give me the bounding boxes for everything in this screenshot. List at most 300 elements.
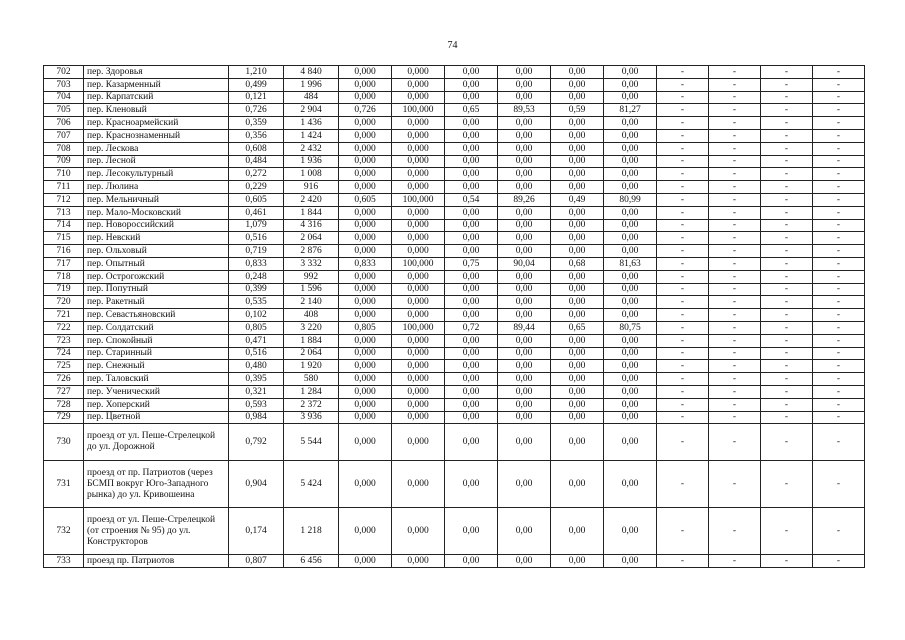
value-cell: - xyxy=(709,283,761,296)
value-cell: 0,00 xyxy=(551,270,604,283)
row-number-cell: 721 xyxy=(44,309,84,322)
value-cell: 0,000 xyxy=(339,309,392,322)
value-cell: 0,000 xyxy=(339,334,392,347)
table-row xyxy=(44,245,865,258)
value-cell: - xyxy=(709,411,761,424)
table-row xyxy=(44,219,865,232)
value-cell: 0,726 xyxy=(229,104,284,117)
value-cell: - xyxy=(761,555,813,568)
value-cell: 0,000 xyxy=(392,219,445,232)
value-cell: 0,00 xyxy=(551,219,604,232)
value-cell: 0,00 xyxy=(604,142,657,155)
value-cell: 4 840 xyxy=(284,66,339,79)
value-cell: 0,00 xyxy=(551,129,604,142)
value-cell: - xyxy=(657,129,709,142)
value-cell: 0,00 xyxy=(498,373,551,386)
value-cell: 0,229 xyxy=(229,181,284,194)
value-cell: - xyxy=(709,155,761,168)
row-number-cell: 705 xyxy=(44,104,84,117)
street-name-cell: проезд от ул. Пеше-Стрелецкой до ул. Дорожной xyxy=(84,424,229,461)
value-cell: 0,00 xyxy=(551,385,604,398)
value-cell: 0,00 xyxy=(498,181,551,194)
value-cell: 0,00 xyxy=(445,129,498,142)
value-cell: 0,00 xyxy=(498,555,551,568)
value-cell: 0,121 xyxy=(229,91,284,104)
value-cell: 0,00 xyxy=(551,142,604,155)
value-cell: - xyxy=(657,508,709,555)
value-cell: 0,000 xyxy=(392,91,445,104)
value-cell: 0,00 xyxy=(445,66,498,79)
value-cell: 0,00 xyxy=(551,296,604,309)
street-name-cell: пер. Старинный xyxy=(84,347,229,360)
street-name-cell: пер. Лесокультурный xyxy=(84,168,229,181)
value-cell: - xyxy=(813,296,865,309)
value-cell: 0,00 xyxy=(445,283,498,296)
row-number-cell: 707 xyxy=(44,129,84,142)
value-cell: - xyxy=(813,142,865,155)
street-name-cell: пер. Невский xyxy=(84,232,229,245)
value-cell: 0,000 xyxy=(339,206,392,219)
value-cell: 0,000 xyxy=(392,168,445,181)
value-cell: - xyxy=(813,309,865,322)
value-cell: 1 008 xyxy=(284,168,339,181)
value-cell: 0,65 xyxy=(551,321,604,334)
value-cell: 0,000 xyxy=(339,66,392,79)
value-cell: - xyxy=(761,321,813,334)
value-cell: 0,00 xyxy=(498,461,551,508)
value-cell: - xyxy=(709,142,761,155)
value-cell: - xyxy=(657,321,709,334)
value-cell: - xyxy=(709,555,761,568)
value-cell: 0,75 xyxy=(445,257,498,270)
value-cell: - xyxy=(813,373,865,386)
value-cell: - xyxy=(709,424,761,461)
table-row xyxy=(44,142,865,155)
table-row xyxy=(44,129,865,142)
value-cell: 0,499 xyxy=(229,78,284,91)
value-cell: 0,00 xyxy=(445,385,498,398)
value-cell: 2 064 xyxy=(284,347,339,360)
value-cell: 0,00 xyxy=(604,373,657,386)
value-cell: 0,248 xyxy=(229,270,284,283)
value-cell: 5 424 xyxy=(284,461,339,508)
value-cell: 0,00 xyxy=(498,117,551,130)
table-row xyxy=(44,155,865,168)
value-cell: 0,000 xyxy=(339,155,392,168)
row-number-cell: 732 xyxy=(44,508,84,555)
value-cell: - xyxy=(709,129,761,142)
value-cell: 0,00 xyxy=(551,347,604,360)
row-number-cell: 731 xyxy=(44,461,84,508)
value-cell: - xyxy=(709,373,761,386)
value-cell: 100,000 xyxy=(392,257,445,270)
value-cell: - xyxy=(813,424,865,461)
value-cell: - xyxy=(709,66,761,79)
value-cell: - xyxy=(813,117,865,130)
value-cell: - xyxy=(657,347,709,360)
value-cell: 0,00 xyxy=(498,334,551,347)
row-number-cell: 728 xyxy=(44,398,84,411)
value-cell: - xyxy=(709,309,761,322)
value-cell: - xyxy=(709,232,761,245)
row-number-cell: 727 xyxy=(44,385,84,398)
table-row xyxy=(44,398,865,411)
value-cell: - xyxy=(761,334,813,347)
table-row xyxy=(44,461,865,508)
value-cell: 0,65 xyxy=(445,104,498,117)
value-cell: 0,608 xyxy=(229,142,284,155)
value-cell: 0,68 xyxy=(551,257,604,270)
value-cell: 81,27 xyxy=(604,104,657,117)
value-cell: 0,00 xyxy=(498,168,551,181)
value-cell: 0,000 xyxy=(339,270,392,283)
value-cell: 100,000 xyxy=(392,321,445,334)
value-cell: 0,726 xyxy=(339,104,392,117)
value-cell: 0,00 xyxy=(445,78,498,91)
street-name-cell: проезд пр. Патриотов xyxy=(84,555,229,568)
value-cell: 0,00 xyxy=(604,117,657,130)
value-cell: 2 432 xyxy=(284,142,339,155)
value-cell: - xyxy=(657,245,709,258)
value-cell: 0,00 xyxy=(551,117,604,130)
value-cell: - xyxy=(657,283,709,296)
row-number-cell: 714 xyxy=(44,219,84,232)
value-cell: 0,272 xyxy=(229,168,284,181)
table-row xyxy=(44,283,865,296)
value-cell: 0,000 xyxy=(392,424,445,461)
value-cell: 0,00 xyxy=(498,385,551,398)
value-cell: 0,00 xyxy=(551,555,604,568)
value-cell: 0,00 xyxy=(445,411,498,424)
value-cell: 0,805 xyxy=(229,321,284,334)
value-cell: - xyxy=(657,309,709,322)
value-cell: 0,000 xyxy=(392,206,445,219)
table-row xyxy=(44,373,865,386)
row-number-cell: 729 xyxy=(44,411,84,424)
value-cell: 0,00 xyxy=(498,245,551,258)
value-cell: 0,00 xyxy=(498,91,551,104)
value-cell: 0,461 xyxy=(229,206,284,219)
value-cell: - xyxy=(761,129,813,142)
value-cell: - xyxy=(813,129,865,142)
value-cell: - xyxy=(657,193,709,206)
value-cell: 0,00 xyxy=(498,296,551,309)
value-cell: 0,00 xyxy=(445,181,498,194)
value-cell: - xyxy=(657,91,709,104)
value-cell: 0,000 xyxy=(339,373,392,386)
value-cell: 0,356 xyxy=(229,129,284,142)
value-cell: 0,000 xyxy=(339,398,392,411)
value-cell: - xyxy=(761,347,813,360)
value-cell: 0,000 xyxy=(339,411,392,424)
value-cell: 0,00 xyxy=(551,508,604,555)
value-cell: 0,000 xyxy=(392,508,445,555)
table-row xyxy=(44,555,865,568)
value-cell: - xyxy=(709,245,761,258)
street-name-cell: пер. Карпатский xyxy=(84,91,229,104)
value-cell: - xyxy=(657,104,709,117)
value-cell: 0,00 xyxy=(604,411,657,424)
value-cell: 0,00 xyxy=(498,347,551,360)
row-number-cell: 719 xyxy=(44,283,84,296)
value-cell: 0,00 xyxy=(604,181,657,194)
value-cell: 0,000 xyxy=(339,283,392,296)
value-cell: - xyxy=(657,296,709,309)
value-cell: 0,00 xyxy=(551,155,604,168)
row-number-cell: 716 xyxy=(44,245,84,258)
value-cell: 484 xyxy=(284,91,339,104)
value-cell: 0,00 xyxy=(551,373,604,386)
value-cell: 1 436 xyxy=(284,117,339,130)
street-name-cell: пер. Лесной xyxy=(84,155,229,168)
value-cell: 0,00 xyxy=(604,91,657,104)
value-cell: 0,605 xyxy=(229,193,284,206)
table-row xyxy=(44,334,865,347)
value-cell: 0,000 xyxy=(392,181,445,194)
table-row xyxy=(44,66,865,79)
street-name-cell: пер. Ученический xyxy=(84,385,229,398)
value-cell: - xyxy=(657,411,709,424)
value-cell: 0,535 xyxy=(229,296,284,309)
street-name-cell: пер. Люлина xyxy=(84,181,229,194)
row-number-cell: 709 xyxy=(44,155,84,168)
value-cell: 0,000 xyxy=(392,296,445,309)
street-name-cell: пер. Опытный xyxy=(84,257,229,270)
street-name-cell: пер. Снежный xyxy=(84,360,229,373)
value-cell: 0,00 xyxy=(445,270,498,283)
street-name-cell: пер. Севастьяновский xyxy=(84,309,229,322)
value-cell: 100,000 xyxy=(392,104,445,117)
street-name-cell: пер. Цветной xyxy=(84,411,229,424)
value-cell: 0,719 xyxy=(229,245,284,258)
value-cell: 0,00 xyxy=(445,373,498,386)
value-cell: 0,00 xyxy=(445,219,498,232)
value-cell: 89,53 xyxy=(498,104,551,117)
value-cell: 0,000 xyxy=(392,66,445,79)
value-cell: 0,000 xyxy=(339,232,392,245)
row-number-cell: 710 xyxy=(44,168,84,181)
value-cell: - xyxy=(657,424,709,461)
street-name-cell: пер. Красноармейский xyxy=(84,117,229,130)
value-cell: 0,399 xyxy=(229,283,284,296)
value-cell: 0,00 xyxy=(604,232,657,245)
value-cell: 0,00 xyxy=(551,461,604,508)
value-cell: - xyxy=(657,385,709,398)
value-cell: 0,00 xyxy=(551,309,604,322)
value-cell: 0,00 xyxy=(498,232,551,245)
value-cell: 1 218 xyxy=(284,508,339,555)
value-cell: 0,00 xyxy=(445,245,498,258)
value-cell: 0,00 xyxy=(604,424,657,461)
value-cell: - xyxy=(657,334,709,347)
row-number-cell: 723 xyxy=(44,334,84,347)
value-cell: 81,63 xyxy=(604,257,657,270)
value-cell: 0,00 xyxy=(551,245,604,258)
value-cell: - xyxy=(709,206,761,219)
value-cell: - xyxy=(709,270,761,283)
row-number-cell: 708 xyxy=(44,142,84,155)
value-cell: - xyxy=(761,219,813,232)
table-row xyxy=(44,181,865,194)
value-cell: - xyxy=(657,257,709,270)
value-cell: 0,00 xyxy=(498,270,551,283)
roads-table xyxy=(43,65,865,568)
value-cell: - xyxy=(813,78,865,91)
value-cell: 1 884 xyxy=(284,334,339,347)
value-cell: - xyxy=(813,347,865,360)
value-cell: 0,00 xyxy=(445,206,498,219)
value-cell: - xyxy=(761,193,813,206)
value-cell: 0,000 xyxy=(392,398,445,411)
value-cell: - xyxy=(709,181,761,194)
value-cell: - xyxy=(761,91,813,104)
value-cell: - xyxy=(761,309,813,322)
row-number-cell: 713 xyxy=(44,206,84,219)
value-cell: 0,00 xyxy=(551,78,604,91)
value-cell: - xyxy=(761,104,813,117)
value-cell: 0,000 xyxy=(392,309,445,322)
value-cell: 0,00 xyxy=(445,424,498,461)
table-row xyxy=(44,360,865,373)
value-cell: 0,000 xyxy=(339,168,392,181)
value-cell: 0,00 xyxy=(604,309,657,322)
value-cell: - xyxy=(709,219,761,232)
table-row xyxy=(44,232,865,245)
value-cell: 1 596 xyxy=(284,283,339,296)
value-cell: - xyxy=(709,461,761,508)
value-cell: 0,833 xyxy=(229,257,284,270)
value-cell: 0,00 xyxy=(498,142,551,155)
value-cell: 0,792 xyxy=(229,424,284,461)
value-cell: 0,00 xyxy=(445,142,498,155)
value-cell: 0,00 xyxy=(445,309,498,322)
value-cell: - xyxy=(709,296,761,309)
value-cell: - xyxy=(761,270,813,283)
value-cell: 0,00 xyxy=(551,91,604,104)
value-cell: 100,000 xyxy=(392,193,445,206)
value-cell: 2 904 xyxy=(284,104,339,117)
table-row xyxy=(44,347,865,360)
row-number-cell: 706 xyxy=(44,117,84,130)
value-cell: - xyxy=(657,398,709,411)
value-cell: - xyxy=(813,398,865,411)
value-cell: 580 xyxy=(284,373,339,386)
value-cell: 0,000 xyxy=(339,78,392,91)
value-cell: - xyxy=(813,283,865,296)
value-cell: 0,000 xyxy=(392,334,445,347)
value-cell: 3 220 xyxy=(284,321,339,334)
value-cell: - xyxy=(761,461,813,508)
value-cell: 0,00 xyxy=(445,232,498,245)
table-row xyxy=(44,296,865,309)
value-cell: 0,00 xyxy=(551,398,604,411)
value-cell: 0,00 xyxy=(498,398,551,411)
value-cell: - xyxy=(657,66,709,79)
value-cell: - xyxy=(761,78,813,91)
value-cell: - xyxy=(657,155,709,168)
value-cell: - xyxy=(813,193,865,206)
value-cell: 0,000 xyxy=(339,245,392,258)
row-number-cell: 730 xyxy=(44,424,84,461)
value-cell: - xyxy=(761,296,813,309)
value-cell: - xyxy=(657,206,709,219)
value-cell: 3 936 xyxy=(284,411,339,424)
value-cell: 0,359 xyxy=(229,117,284,130)
value-cell: - xyxy=(813,66,865,79)
value-cell: 0,321 xyxy=(229,385,284,398)
value-cell: - xyxy=(813,461,865,508)
table-row xyxy=(44,168,865,181)
value-cell: 0,00 xyxy=(604,296,657,309)
row-number-cell: 733 xyxy=(44,555,84,568)
table-row xyxy=(44,385,865,398)
value-cell: 0,000 xyxy=(339,219,392,232)
value-cell: - xyxy=(813,245,865,258)
street-name-cell: пер. Здоровья xyxy=(84,66,229,79)
street-name-cell: пер. Лескова xyxy=(84,142,229,155)
street-name-cell: проезд от пр. Патриотов (через БСМП вокруг Юго-Западного рынка) до ул. Кривошеина xyxy=(84,461,229,508)
value-cell: 0,904 xyxy=(229,461,284,508)
value-cell: 0,00 xyxy=(498,508,551,555)
value-cell: - xyxy=(813,168,865,181)
value-cell: - xyxy=(761,66,813,79)
value-cell: - xyxy=(761,142,813,155)
value-cell: - xyxy=(813,232,865,245)
value-cell: 0,174 xyxy=(229,508,284,555)
value-cell: 0,00 xyxy=(551,66,604,79)
value-cell: - xyxy=(657,219,709,232)
value-cell: 0,00 xyxy=(498,66,551,79)
street-name-cell: пер. Мало-Московский xyxy=(84,206,229,219)
value-cell: - xyxy=(709,398,761,411)
street-name-cell: пер. Острогожский xyxy=(84,270,229,283)
value-cell: 0,00 xyxy=(551,334,604,347)
value-cell: - xyxy=(813,334,865,347)
table-row xyxy=(44,91,865,104)
value-cell: - xyxy=(813,219,865,232)
value-cell: 1 844 xyxy=(284,206,339,219)
value-cell: 3 332 xyxy=(284,257,339,270)
value-cell: 0,00 xyxy=(604,508,657,555)
value-cell: 0,00 xyxy=(551,411,604,424)
value-cell: 0,00 xyxy=(498,309,551,322)
row-number-cell: 715 xyxy=(44,232,84,245)
value-cell: 0,00 xyxy=(604,398,657,411)
row-number-cell: 704 xyxy=(44,91,84,104)
value-cell: - xyxy=(813,321,865,334)
value-cell: 0,000 xyxy=(339,360,392,373)
value-cell: 0,000 xyxy=(392,347,445,360)
value-cell: 0,605 xyxy=(339,193,392,206)
value-cell: 0,00 xyxy=(498,129,551,142)
value-cell: 0,516 xyxy=(229,232,284,245)
value-cell: 0,00 xyxy=(551,168,604,181)
value-cell: 0,00 xyxy=(604,155,657,168)
table-row xyxy=(44,193,865,206)
value-cell: 0,484 xyxy=(229,155,284,168)
value-cell: 0,00 xyxy=(604,78,657,91)
value-cell: 0,000 xyxy=(392,411,445,424)
value-cell: 0,00 xyxy=(551,424,604,461)
table-body xyxy=(44,66,865,568)
value-cell: 0,000 xyxy=(339,347,392,360)
value-cell: 1 920 xyxy=(284,360,339,373)
value-cell: 1 284 xyxy=(284,385,339,398)
value-cell: - xyxy=(657,555,709,568)
value-cell: - xyxy=(761,385,813,398)
value-cell: 0,00 xyxy=(551,232,604,245)
value-cell: 0,593 xyxy=(229,398,284,411)
